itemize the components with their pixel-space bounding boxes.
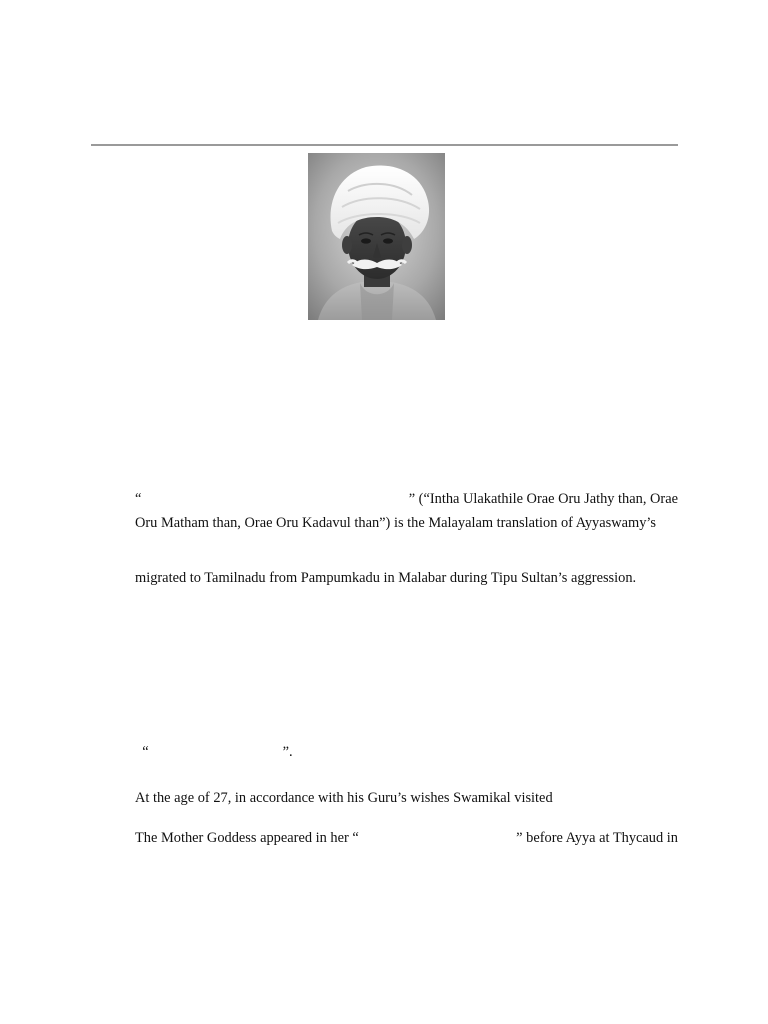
portrait-image: [308, 153, 445, 320]
open-quote: “: [135, 491, 142, 507]
paragraph1-line1-text: ” (“Intha Ulakathile Orae Oru Jathy than, Orae: [408, 491, 678, 507]
paragraph2: migrated to Tamilnadu from Pampumkadu in Malabar during Tipu Sultan’s aggression.: [135, 570, 637, 586]
open-quote: “: [142, 744, 149, 760]
paragraph3: [135, 725, 293, 761]
paragraph4: At the age of 27, in accordance with his Guru’s wishes Swamikal visited: [135, 790, 553, 806]
close-quote: ”.: [282, 744, 293, 760]
paragraph1-line1: [135, 490, 678, 508]
paragraph1-line2: Oru Matham than, Orae Oru Kadavul than”) is the Malayalam translation of Ayyaswamy’s: [135, 515, 656, 531]
horizontal-rule: [91, 144, 678, 146]
paragraph5-text-after: ” before Ayya at Thycaud in: [516, 830, 678, 846]
paragraph5-text-before: The Mother Goddess appeared in her “: [135, 830, 359, 846]
paragraph5: [135, 829, 678, 847]
